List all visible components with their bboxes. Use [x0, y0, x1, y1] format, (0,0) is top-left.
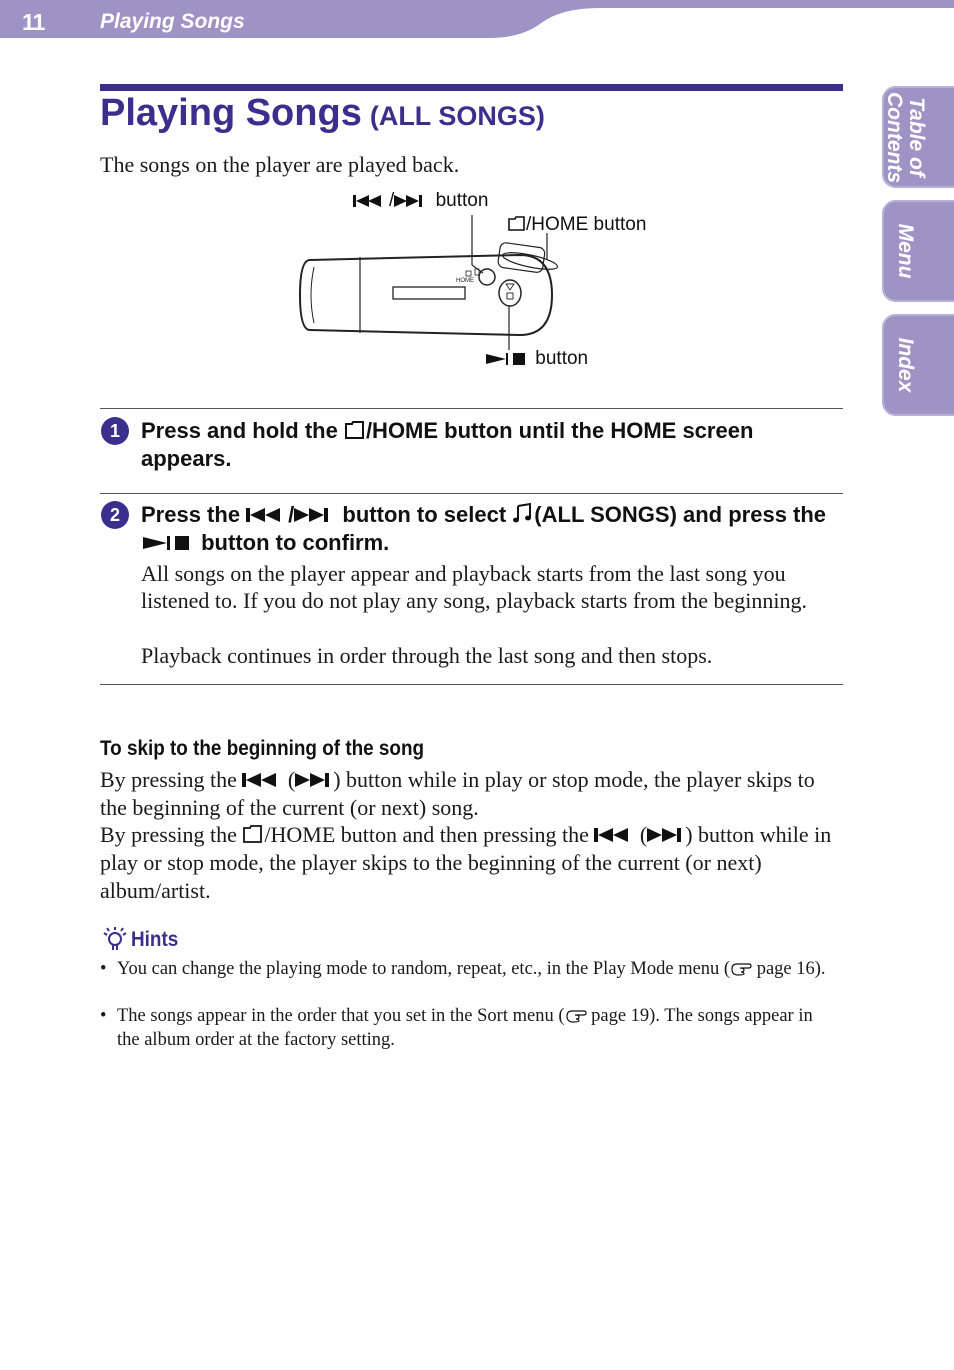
next-icon: [294, 506, 336, 524]
hint-1-text-b: page 16).: [752, 959, 826, 979]
page-title-main: Playing Songs: [100, 92, 362, 134]
intro-text: The songs on the player are played back.: [100, 152, 460, 177]
prev-icon: [242, 771, 282, 789]
step-2-body-2: Playback continues in order through the last song and then stops.: [141, 643, 713, 668]
tab-index-label: Index: [894, 337, 917, 393]
page-number: 11: [22, 9, 45, 35]
tab-index[interactable]: [882, 314, 954, 416]
step-2-badge: 2: [101, 501, 129, 529]
step-2-text-c: button to select: [336, 502, 513, 527]
skip-p1-b: (: [282, 767, 296, 792]
title-rule: [100, 84, 843, 91]
step-2-text-b: /: [288, 502, 295, 527]
step-1-text-b: /HOME button until the HOME screen appears.: [141, 418, 754, 471]
prev-icon: [246, 506, 288, 524]
label-prev-next-button: / button: [353, 190, 488, 212]
step-1-text-a: Press and hold the: [141, 418, 344, 443]
hint-1-text-a: You can change the playing mode to random, repeat, etc., in the Play Mode menu (: [117, 959, 731, 979]
skip-section-title: To skip to the beginning of the song: [100, 737, 425, 760]
hint-2-text-a: The songs appear in the order that you set in the Sort menu (: [117, 1006, 565, 1026]
prev-icon: [594, 826, 634, 844]
skip-paragraph-2: [100, 821, 846, 905]
device-home-text: HOME: [456, 278, 474, 284]
step-1-badge: 1: [101, 417, 129, 445]
prev-icon: [353, 194, 389, 208]
music-note-icon: [512, 502, 534, 524]
step-2-body-1: All songs on the player appear and playback starts from the last song you listened to. If you do not play any song, playback starts from the beginning.: [141, 561, 807, 613]
skip-p1-a: By pressing the: [100, 767, 243, 792]
step-1-heading: [141, 417, 846, 473]
skip-p2-c: (: [634, 822, 648, 847]
tab-menu[interactable]: [882, 200, 954, 302]
label-play-text: button: [535, 348, 589, 369]
next-icon: [394, 194, 430, 208]
hints-title: Hints: [131, 928, 179, 951]
hint-item: [100, 1004, 830, 1052]
folder-icon: [508, 216, 526, 232]
page-title: [100, 92, 545, 135]
skip-p2-d: ) button while in play or stop mode, the player skips to the beginning of the current (or next) album/artist.: [100, 822, 832, 903]
folder-icon: [242, 824, 264, 844]
next-icon: [295, 771, 333, 789]
skip-p2-b: /HOME button and then pressing the: [264, 822, 595, 847]
step-2-text-d: (ALL SONGS) and press the: [534, 502, 827, 527]
hint-item: [100, 957, 830, 981]
skip-p1-c: ) button while in play or stop mode, the player skips to the beginning of the current (or next) song.: [100, 767, 815, 820]
hint-lightbulb-icon: [101, 925, 129, 953]
pointing-hand-icon: [565, 1007, 587, 1023]
page-title-sub: (ALL SONGS): [369, 101, 545, 131]
label-play-button: [486, 348, 588, 370]
header-section-title: Playing Songs: [100, 10, 245, 33]
tab-menu-label: Menu: [894, 223, 917, 279]
label-prev-next-text: button: [435, 190, 489, 211]
play-stop-icon: [486, 352, 530, 366]
play-stop-icon: [141, 534, 195, 552]
skip-p2-a: By pressing the: [100, 822, 243, 847]
hint-2-text-b: page 19). The songs appear in the album order at the factory setting.: [117, 1006, 813, 1050]
divider: [100, 493, 843, 494]
bullet: •: [100, 959, 107, 979]
divider: [100, 408, 843, 409]
step-2-text-a: Press the: [141, 502, 247, 527]
skip-paragraph-1: [100, 766, 846, 822]
next-icon: [647, 826, 685, 844]
label-home-button: [508, 214, 646, 236]
pointing-hand-icon: [730, 960, 752, 976]
tab-table-of-contents[interactable]: [882, 86, 954, 188]
tab-table-of-contents-label: Table of Contents: [883, 92, 928, 183]
divider: [100, 684, 843, 685]
label-home-text: /HOME button: [526, 214, 647, 235]
step-2-text-e: button to confirm.: [195, 530, 390, 555]
folder-icon: [344, 420, 366, 440]
bullet: •: [100, 1006, 107, 1026]
step-2-heading: [141, 501, 846, 557]
